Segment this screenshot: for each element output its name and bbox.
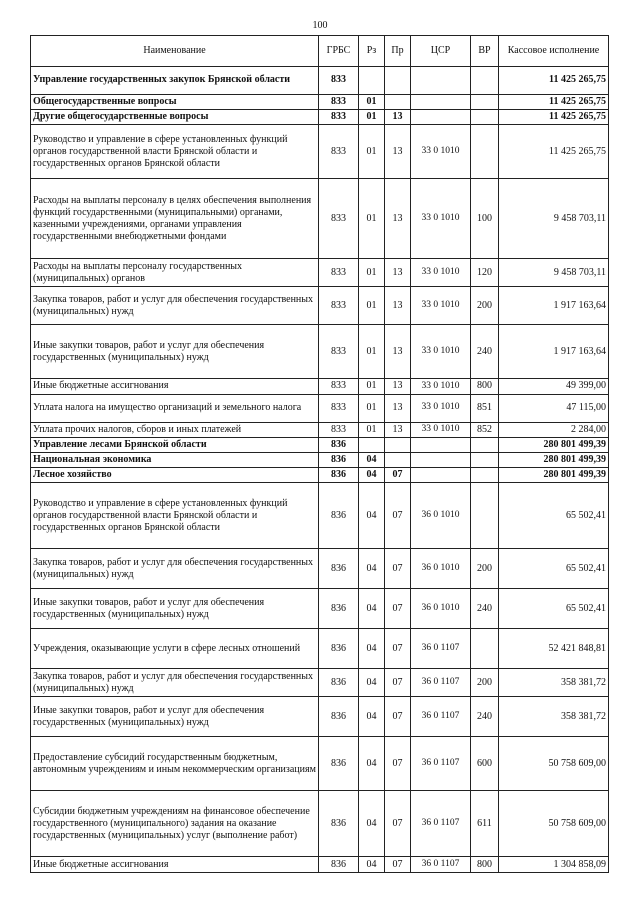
cell-amount: 11 425 265,75 [499,67,609,95]
cell-name: Иные закупки товаров, работ и услуг для обеспечения государственных (муниципальных) нужд [31,697,319,737]
cell-amount: 280 801 499,39 [499,468,609,483]
cell-csr: 36 0 1107 [411,669,471,697]
table-row [31,95,609,110]
cell-vr: 200 [471,287,499,325]
cell-name: Иные закупки товаров, работ и услуг для обеспечения государственных (муниципальных) нужд [31,325,319,379]
cell-amount: 9 458 703,11 [499,259,609,287]
cell-csr: 33 0 1010 [411,325,471,379]
cell-name: Иные бюджетные ассигнования [31,857,319,873]
cell-rz: 01 [359,394,385,422]
cell-rz: 04 [359,669,385,697]
cell-name: Предоставление субсидий государственным бюджетным, автономным учреждениям и иным некоммерческим организациям [31,737,319,791]
cell-vr: 800 [471,857,499,873]
cell-vr: 800 [471,379,499,394]
cell-csr: 36 0 1107 [411,737,471,791]
cell-vr: 851 [471,394,499,422]
table-row [31,452,609,467]
cell-csr: 36 0 1107 [411,629,471,669]
cell-grbs: 836 [319,452,359,467]
cell-grbs: 836 [319,857,359,873]
cell-rz [359,67,385,95]
cell-pr: 07 [385,791,411,857]
cell-grbs: 833 [319,110,359,125]
cell-vr [471,629,499,669]
cell-rz: 01 [359,422,385,437]
cell-pr [385,452,411,467]
cell-pr: 07 [385,468,411,483]
cell-grbs: 833 [319,179,359,259]
cell-pr: 13 [385,325,411,379]
cell-amount: 358 381,72 [499,669,609,697]
cell-amount: 65 502,41 [499,549,609,589]
cell-amount: 11 425 265,75 [499,110,609,125]
cell-rz: 04 [359,697,385,737]
table-row [31,589,609,629]
cell-amount: 65 502,41 [499,589,609,629]
cell-pr: 13 [385,179,411,259]
cell-csr [411,468,471,483]
cell-vr: 200 [471,669,499,697]
cell-name: Учреждения, оказывающие услуги в сфере лесных отношений [31,629,319,669]
cell-pr [385,437,411,452]
cell-vr: 852 [471,422,499,437]
header-pr: Пр [385,36,411,67]
table-row [31,549,609,589]
page-number: 100 [312,20,328,31]
cell-rz: 04 [359,549,385,589]
table-row [31,697,609,737]
table-row [31,857,609,873]
table-row [31,791,609,857]
header-vr: ВР [471,36,499,67]
cell-pr: 07 [385,483,411,549]
cell-grbs: 833 [319,67,359,95]
cell-amount: 50 758 609,00 [499,791,609,857]
cell-name: Уплата налога на имущество организаций и земельного налога [31,394,319,422]
header-name: Наименование [31,36,319,67]
cell-csr: 33 0 1010 [411,422,471,437]
header-csr: ЦСР [411,36,471,67]
table-row [31,67,609,95]
cell-rz: 01 [359,125,385,179]
table-row [31,259,609,287]
cell-name: Иные закупки товаров, работ и услуг для обеспечения государственных (муниципальных) нужд [31,589,319,629]
cell-grbs: 833 [319,259,359,287]
cell-grbs: 836 [319,483,359,549]
cell-rz: 04 [359,791,385,857]
cell-grbs: 833 [319,125,359,179]
table-row [31,394,609,422]
table-row [31,379,609,394]
cell-grbs: 836 [319,791,359,857]
cell-vr [471,452,499,467]
header-rz: Рз [359,36,385,67]
cell-amount: 1 917 163,64 [499,325,609,379]
cell-amount: 11 425 265,75 [499,95,609,110]
cell-csr [411,110,471,125]
cell-grbs: 836 [319,697,359,737]
cell-rz [359,437,385,452]
cell-rz: 01 [359,110,385,125]
cell-vr [471,483,499,549]
cell-pr: 13 [385,259,411,287]
table-row [31,669,609,697]
cell-csr [411,452,471,467]
cell-name: Иные бюджетные ассигнования [31,379,319,394]
cell-pr: 07 [385,669,411,697]
cell-pr: 07 [385,857,411,873]
cell-rz: 04 [359,737,385,791]
cell-name: Руководство и управление в сфере установленных функций органов государственной власти Брянской области и государственных органов Брянской области [31,483,319,549]
cell-pr: 13 [385,287,411,325]
cell-pr: 07 [385,737,411,791]
cell-vr [471,437,499,452]
cell-rz: 01 [359,179,385,259]
cell-amount: 280 801 499,39 [499,452,609,467]
cell-name: Управление государственных закупок Брянской области [31,67,319,95]
cell-rz: 01 [359,259,385,287]
cell-name: Закупка товаров, работ и услуг для обеспечения государственных (муниципальных) нужд [31,287,319,325]
cell-csr: 33 0 1010 [411,125,471,179]
cell-rz: 01 [359,325,385,379]
cell-csr: 33 0 1010 [411,287,471,325]
cell-name: Закупка товаров, работ и услуг для обеспечения государственных (муниципальных) нужд [31,669,319,697]
cell-csr [411,437,471,452]
cell-grbs: 836 [319,437,359,452]
cell-csr [411,67,471,95]
cell-pr: 13 [385,379,411,394]
cell-pr: 07 [385,549,411,589]
cell-vr: 240 [471,697,499,737]
cell-pr: 07 [385,589,411,629]
cell-pr: 13 [385,125,411,179]
cell-amount: 47 115,00 [499,394,609,422]
cell-csr: 36 0 1010 [411,589,471,629]
cell-name: Управление лесами Брянской области [31,437,319,452]
cell-grbs: 836 [319,737,359,791]
budget-execution-table [30,35,609,873]
cell-amount: 358 381,72 [499,697,609,737]
cell-pr: 07 [385,697,411,737]
cell-csr: 33 0 1010 [411,394,471,422]
cell-rz: 04 [359,629,385,669]
cell-grbs: 833 [319,287,359,325]
cell-vr: 240 [471,589,499,629]
cell-name: Другие общегосударственные вопросы [31,110,319,125]
cell-grbs: 833 [319,95,359,110]
cell-pr: 13 [385,394,411,422]
cell-vr: 240 [471,325,499,379]
table-row [31,468,609,483]
cell-csr: 36 0 1010 [411,549,471,589]
cell-pr: 13 [385,422,411,437]
cell-amount: 9 458 703,11 [499,179,609,259]
table-row [31,437,609,452]
cell-rz: 04 [359,483,385,549]
cell-name: Руководство и управление в сфере установленных функций органов государственной власти Брянской области и государственных органов Брянской области [31,125,319,179]
cell-name: Субсидии бюджетным учреждениям на финансовое обеспечение государственного (муниципального) задания на оказание государственных (муниципальных) услуг (выполнение работ) [31,791,319,857]
cell-vr [471,110,499,125]
cell-vr: 611 [471,791,499,857]
cell-pr [385,95,411,110]
cell-name: Закупка товаров, работ и услуг для обеспечения государственных (муниципальных) нужд [31,549,319,589]
cell-vr [471,125,499,179]
table-header-row [31,36,609,67]
table-row [31,110,609,125]
cell-amount: 49 399,00 [499,379,609,394]
cell-vr [471,95,499,110]
cell-name: Расходы на выплаты персоналу в целях обеспечения выполнения функций государственными (муниципальными) органами, казенными учреждениями, органами управления государственными внебюджетными фондами [31,179,319,259]
cell-vr: 600 [471,737,499,791]
header-grbs: ГРБС [319,36,359,67]
cell-grbs: 836 [319,549,359,589]
cell-amount: 65 502,41 [499,483,609,549]
cell-grbs: 836 [319,629,359,669]
cell-grbs: 836 [319,589,359,629]
header-amount: Кассовое исполнение [499,36,609,67]
cell-rz: 04 [359,589,385,629]
cell-grbs: 833 [319,394,359,422]
cell-amount: 1 917 163,64 [499,287,609,325]
cell-csr [411,95,471,110]
cell-csr: 36 0 1107 [411,791,471,857]
table-row [31,125,609,179]
cell-rz: 04 [359,452,385,467]
table-row [31,629,609,669]
cell-vr: 100 [471,179,499,259]
cell-amount: 1 304 858,09 [499,857,609,873]
cell-csr: 33 0 1010 [411,259,471,287]
cell-grbs: 833 [319,379,359,394]
cell-csr: 36 0 1010 [411,483,471,549]
cell-rz: 01 [359,95,385,110]
cell-grbs: 836 [319,669,359,697]
cell-vr [471,468,499,483]
table-body [31,67,609,873]
cell-name: Общегосударственные вопросы [31,95,319,110]
table-row [31,422,609,437]
cell-amount: 50 758 609,00 [499,737,609,791]
table-row [31,287,609,325]
cell-csr: 36 0 1107 [411,697,471,737]
cell-rz: 04 [359,857,385,873]
cell-amount: 2 284,00 [499,422,609,437]
cell-rz: 04 [359,468,385,483]
cell-grbs: 833 [319,422,359,437]
cell-amount: 11 425 265,75 [499,125,609,179]
cell-csr: 33 0 1010 [411,179,471,259]
table-row [31,737,609,791]
table-row [31,483,609,549]
cell-pr: 07 [385,629,411,669]
cell-pr: 13 [385,110,411,125]
cell-grbs: 833 [319,325,359,379]
table-row [31,325,609,379]
cell-amount: 280 801 499,39 [499,437,609,452]
cell-csr: 33 0 1010 [411,379,471,394]
cell-vr [471,67,499,95]
cell-name: Расходы на выплаты персоналу государственных (муниципальных) органов [31,259,319,287]
cell-name: Уплата прочих налогов, сборов и иных платежей [31,422,319,437]
cell-vr: 200 [471,549,499,589]
cell-name: Национальная экономика [31,452,319,467]
cell-rz: 01 [359,287,385,325]
cell-grbs: 836 [319,468,359,483]
cell-vr: 120 [471,259,499,287]
cell-pr [385,67,411,95]
cell-rz: 01 [359,379,385,394]
cell-amount: 52 421 848,81 [499,629,609,669]
table-row [31,179,609,259]
cell-csr: 36 0 1107 [411,857,471,873]
cell-name: Лесное хозяйство [31,468,319,483]
